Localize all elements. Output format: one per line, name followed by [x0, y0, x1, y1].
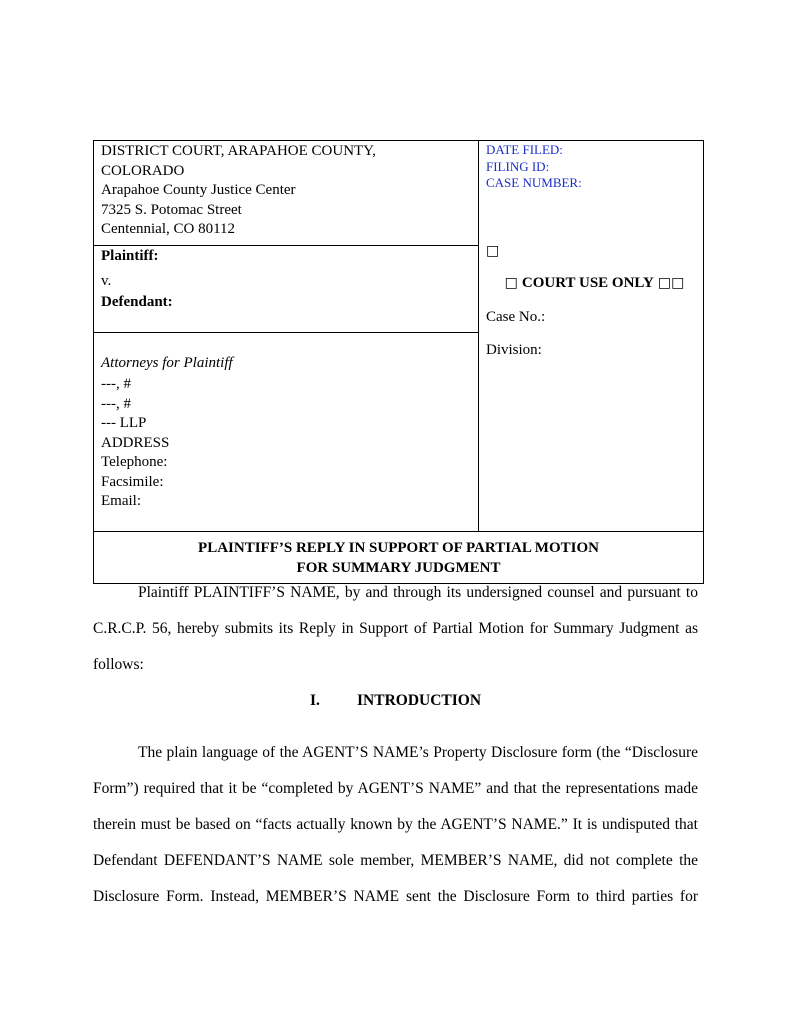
filing-info — [486, 142, 582, 192]
placeholder-box-icon: □ — [486, 243, 500, 259]
court-line: COLORADO — [101, 162, 185, 179]
case-number-label: CASE NUMBER: — [486, 175, 582, 190]
court-line: 7325 S. Potomac Street — [101, 201, 242, 218]
opening-line: C.R.C.P. 56, hereby submits its Reply in Support of Partial Motion for Summary Judgment as — [93, 620, 698, 637]
defendant-label: Defendant: — [101, 294, 173, 310]
case-no-label: Case No.: — [486, 309, 546, 325]
attorney-line: Facsimile: — [101, 473, 164, 490]
caption-divider-court — [93, 245, 479, 246]
box-icon: □ — [504, 275, 518, 291]
opening-line: Plaintiff PLAINTIFF’S NAME, by and through its undersigned counsel and pursuant to — [138, 584, 698, 601]
caption-border-right — [703, 140, 704, 584]
intro-line: Disclosure Form. Instead, MEMBER’S NAME sent the Disclosure Form to third parties for — [93, 888, 698, 905]
attorney-line: ADDRESS — [101, 434, 170, 451]
court-use-only-label: COURT USE ONLY — [521, 275, 654, 291]
division-label: Division: — [486, 342, 542, 358]
court-line: Arapahoe County Justice Center — [101, 182, 296, 198]
versus-text: v. — [101, 273, 112, 289]
opening-line: follows: — [93, 656, 144, 673]
attorney-line: ---, # — [101, 376, 131, 392]
intro-line: Form”) required that it be “completed by AGENT’S NAME” and that the representations made — [93, 780, 698, 797]
document-title-line: PLAINTIFF’S REPLY IN SUPPORT OF PARTIAL MOTION — [198, 540, 599, 556]
intro-line: The plain language of the AGENT’S NAME’s Property Disclosure form (the “Disclosure — [138, 744, 698, 761]
intro-line: therein must be based on “facts actually known by the AGENT’S NAME.” It is undisputed that — [93, 816, 698, 833]
box-icon: □□ — [657, 275, 685, 291]
document-title — [93, 539, 704, 578]
section-number: I. — [310, 692, 320, 709]
attorneys-heading: Attorneys for Plaintiff — [101, 355, 233, 371]
caption-divider-title — [93, 531, 704, 532]
court-use-only — [486, 274, 703, 292]
attorney-line: Email: — [101, 493, 141, 509]
filing-id-label: FILING ID: — [486, 158, 550, 174]
court-block — [101, 142, 376, 240]
attorney-line: ---, # — [101, 395, 131, 412]
caption-divider-parties — [93, 332, 479, 333]
court-line: DISTRICT COURT, ARAPAHOE COUNTY, — [101, 143, 376, 159]
date-filed-label: DATE FILED: — [486, 142, 563, 157]
caption-divider-vertical — [478, 140, 479, 532]
intro-line: Defendant DEFENDANT’S NAME sole member, MEMBER’S NAME, did not complete the — [93, 852, 698, 869]
document-title-line: FOR SUMMARY JUDGMENT — [296, 559, 501, 576]
attorney-line: --- LLP — [101, 415, 147, 431]
attorney-block — [101, 375, 169, 512]
caption-border-top — [93, 140, 704, 141]
plaintiff-label: Plaintiff: — [101, 248, 159, 264]
caption-border-left — [93, 140, 94, 584]
attorney-line: Telephone: — [101, 454, 168, 470]
court-line: Centennial, CO 80112 — [101, 221, 236, 237]
section-title: INTRODUCTION — [357, 692, 482, 709]
